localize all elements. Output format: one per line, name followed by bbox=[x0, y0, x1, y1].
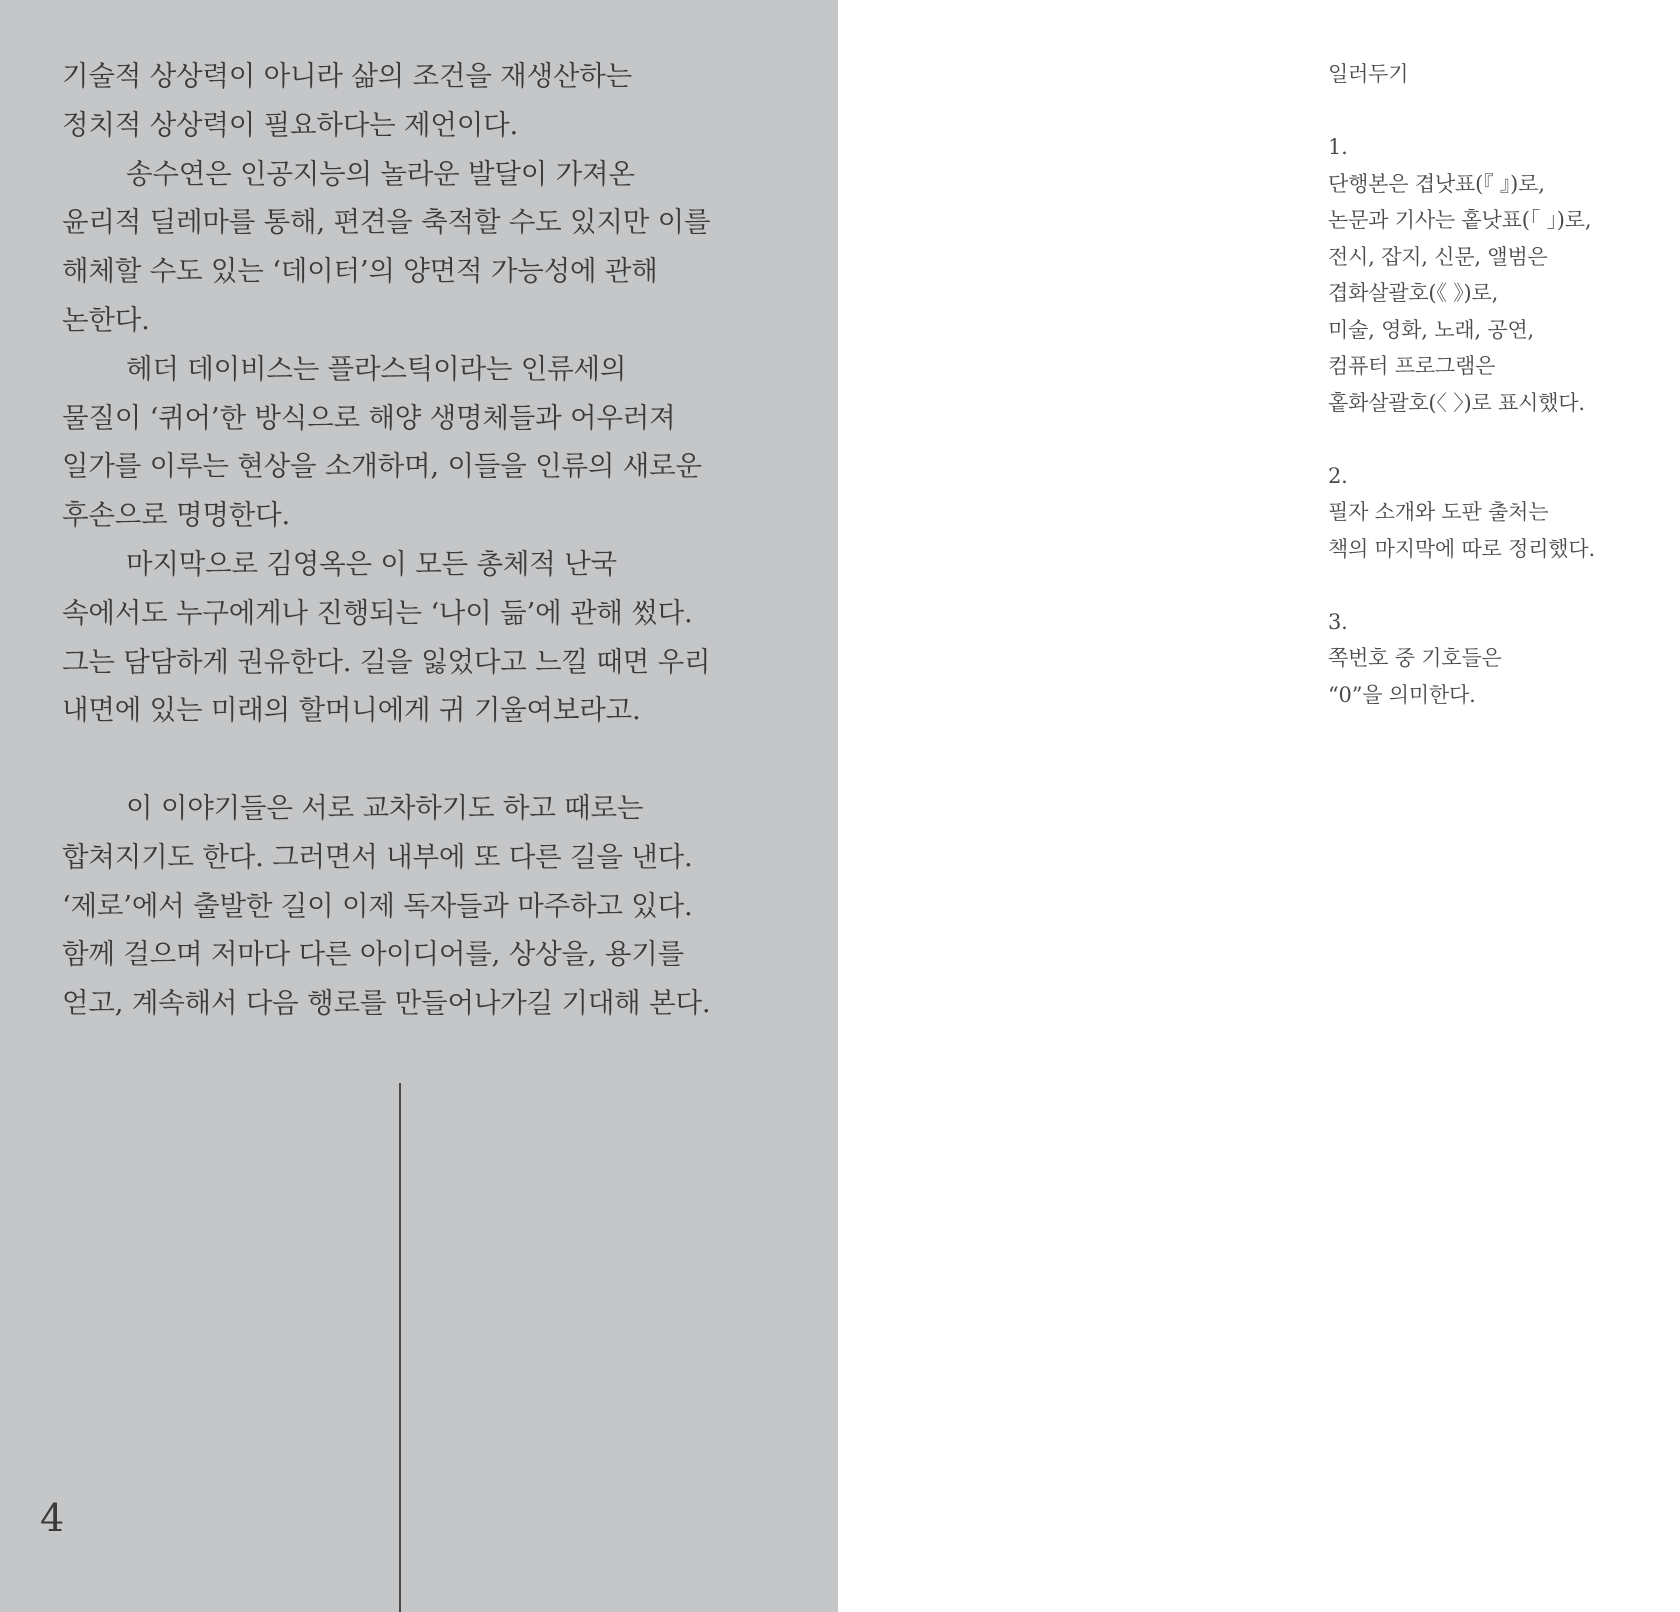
notes-title: 일러두기 bbox=[1328, 62, 1409, 86]
note-line: 컴퓨터 프로그램은 bbox=[1328, 354, 1496, 378]
text-line: 마지막으로 김영옥은 이 모든 총체적 난국 bbox=[126, 547, 617, 580]
note-number: 3. bbox=[1328, 609, 1348, 634]
vertical-divider-line bbox=[399, 1083, 401, 1612]
text-line: 합쳐지기도 한다. 그러면서 내부에 또 다른 길을 낸다. bbox=[62, 840, 693, 873]
text-line: 해체할 수도 있는 ‘데이터’의 양면적 가능성에 관해 bbox=[62, 255, 658, 288]
text-line: 후손으로 명명한다. bbox=[62, 499, 291, 532]
text-line: 정치적 상상력이 필요하다는 제언이다. bbox=[62, 108, 519, 141]
text-line: ‘제로’에서 출발한 길이 이제 독자들과 마주하고 있다. bbox=[62, 889, 693, 922]
note-line: 홑화살괄호(〈 〉)로 표시했다. bbox=[1328, 390, 1585, 415]
note-line: 논문과 기사는 홑낫표(「 」)로, bbox=[1328, 208, 1592, 232]
text-line: 물질이 ‘퀴어’한 방식으로 해양 생명체들과 어우러져 bbox=[62, 401, 676, 434]
text-line: 일가를 이루는 현상을 소개하며, 이들을 인류의 새로운 bbox=[62, 450, 702, 483]
note-line: 쪽번호 중 기호들은 bbox=[1328, 646, 1502, 670]
paragraph-gap bbox=[62, 735, 782, 784]
text-line: 얻고, 계속해서 다음 행로를 만들어나가길 기대해 본다. bbox=[62, 987, 711, 1020]
text-line: 속에서도 누구에게나 진행되는 ‘나이 듦’에 관해 썼다. bbox=[62, 596, 693, 629]
note-line: 미술, 영화, 노래, 공연, bbox=[1328, 317, 1535, 342]
note-line: 책의 마지막에 따로 정리했다. bbox=[1328, 536, 1595, 561]
text-line: 윤리적 딜레마를 통해, 편견을 축적할 수도 있지만 이를 bbox=[62, 206, 711, 239]
text-line: 이 이야기들은 서로 교차하기도 하고 때로는 bbox=[126, 791, 644, 824]
text-line: 그는 담담하게 권유한다. 길을 잃었다고 느낄 때면 우리 bbox=[62, 645, 711, 678]
note-line: 필자 소개와 도판 출처는 bbox=[1328, 500, 1549, 524]
note-item bbox=[1328, 604, 1668, 714]
text-line: 기술적 상상력이 아니라 삶의 조건을 재생산하는 bbox=[62, 60, 633, 92]
left-page bbox=[0, 0, 838, 1612]
note-item bbox=[1328, 458, 1668, 568]
body-text bbox=[62, 52, 782, 1028]
note-line: 겹화살괄호(《 》)로, bbox=[1328, 281, 1499, 305]
page-number: 4 bbox=[40, 1496, 65, 1540]
text-line: 송수연은 인공지능의 놀라운 발달이 가져온 bbox=[126, 157, 635, 190]
text-line: 논한다. bbox=[62, 303, 150, 336]
note-number: 2. bbox=[1328, 463, 1348, 488]
note-line: “0”을 의미한다. bbox=[1328, 682, 1476, 707]
note-number: 1. bbox=[1328, 135, 1348, 159]
editorial-notes bbox=[1328, 56, 1668, 750]
note-line: 전시, 잡지, 신문, 앨범은 bbox=[1328, 244, 1548, 269]
note-item bbox=[1328, 129, 1668, 421]
text-line: 함께 걸으며 저마다 다른 아이디어를, 상상을, 용기를 bbox=[62, 938, 684, 971]
note-line: 단행본은 겹낫표(『 』)로, bbox=[1328, 171, 1545, 196]
text-line: 헤더 데이비스는 플라스틱이라는 인류세의 bbox=[126, 352, 627, 385]
text-line: 내면에 있는 미래의 할머니에게 귀 기울여보라고. bbox=[62, 694, 641, 727]
